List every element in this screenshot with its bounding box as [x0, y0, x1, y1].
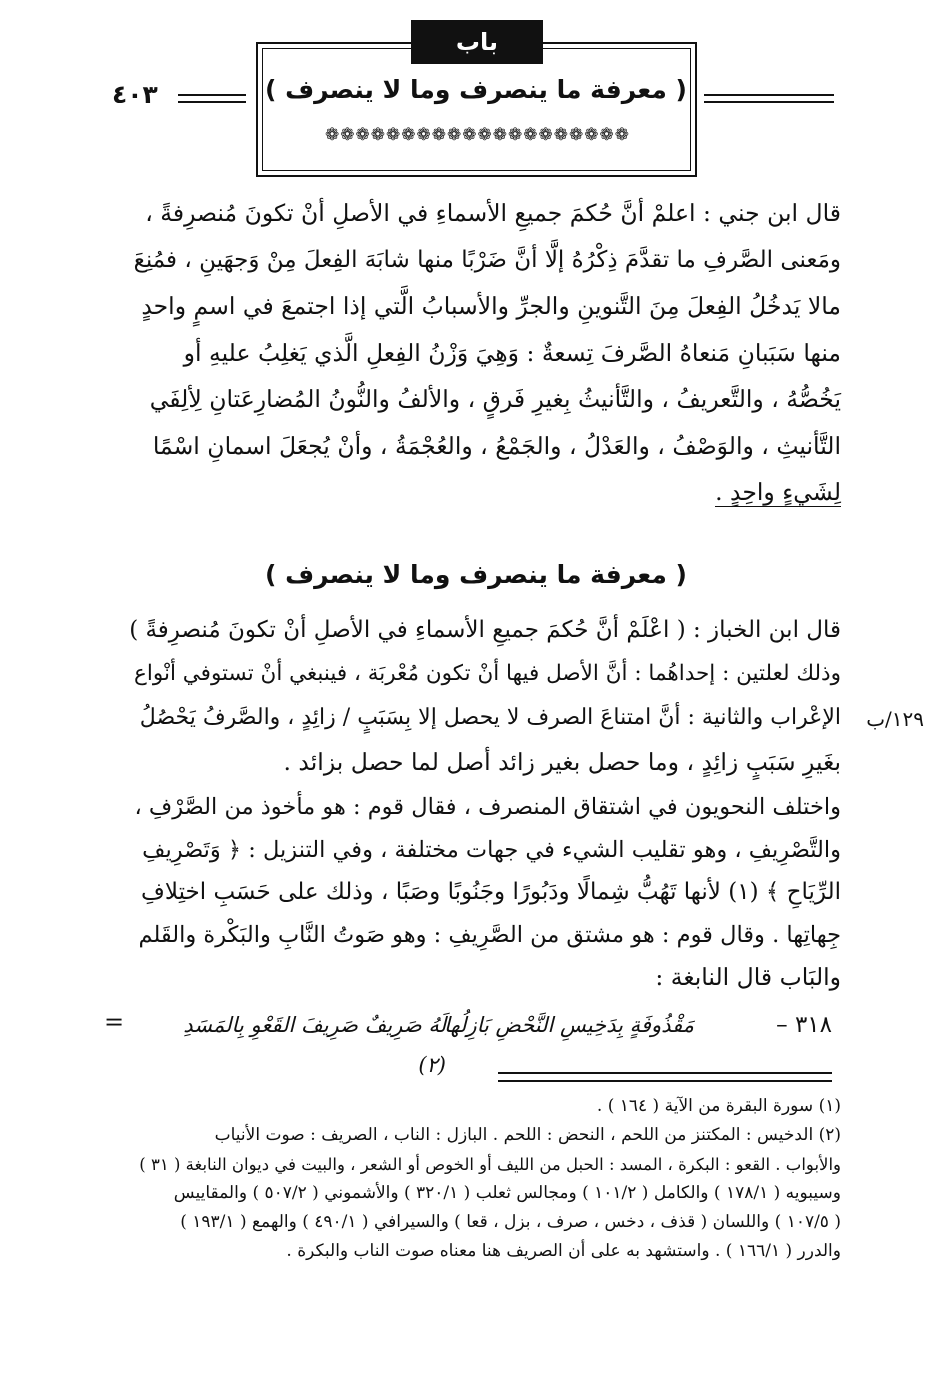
- text-line: وذلك لعلتين : إحداهُما : أنَّ الأصل فيها أنْ تكون مُعْربَة ، فينبغي أنْ تستوفي أنْواع: [134, 661, 841, 686]
- paragraph-ibn-jinni: [129, 190, 841, 516]
- footnote-line: ( ١٠٧/٥ ) واللسان ( قذف ، دخس ، صرف ، بزل ، قعا ) والسيرافي ( ٤٩٠/١ ) والهمع ( ١٩٣/١ ): [180, 1212, 841, 1232]
- text-line: مالا يَدخُلُ الفِعلَ مِنَ التَّنوينِ والجرِّ والأسبابُ الَّتي إذا اجتمعَ في اسمٍ واحدٍ: [141, 292, 841, 320]
- text-line: منها سَبَبانِ مَنعاهُ الصَّرفَ تِسعةٌ : وَهِيَ وَزْنُ الفِعلِ الَّذي يَغلِبُ عليهِ أو: [183, 338, 841, 367]
- text-line: والبَاب قال النابغة :: [655, 963, 841, 991]
- footnote-line: (٢) الدخيس : المكتنز من اللحم ، النحض : اللحم . البازل : الناب ، الصريف : صوت الأنياب: [214, 1125, 841, 1145]
- poetry-verse: [160, 1005, 832, 1077]
- chapter-label: باب: [411, 20, 543, 64]
- paragraph-ibn-al-khabbaz: [129, 608, 841, 784]
- page-number: ٤٠٣: [112, 80, 158, 109]
- text-line: الرِّيَاحِ ﴾ (١) لأنها تَهُبُّ شِمالًا ودَبُورًا وجَنُوبًا وصَبًا ، وذلك على حَسَبِ اختِلافِ: [141, 879, 841, 905]
- chapter-title: ( معرفة ما ينصرف وما لا ينصرف ): [265, 75, 687, 104]
- footnote-line: وسيبويه ( ١٧٨/١ ) والكامل ( ١٠١/٢ ) ومجالس ثعلب ( ٣٢٠/١ ) والأشموني ( ٥٠٧/٢ ) والمقاييس: [173, 1183, 841, 1203]
- verse-continuation-marker: =: [104, 1008, 125, 1036]
- header-rule-left-2: [178, 101, 246, 103]
- header-rule-right: [704, 94, 834, 96]
- footnote-line: (١) سورة البقرة من الآية ( ١٦٤ ) .: [596, 1096, 841, 1116]
- text-line: قال ابن جني : اعلمْ أنَّ حُكمَ جميعِ الأسماءِ في الأصلِ أنْ تكونَ مُنصرِفةً ،: [145, 199, 841, 227]
- verse-number: ٣١٨ –: [776, 1012, 832, 1038]
- footnote-separator-2: [498, 1080, 832, 1082]
- text-line: ومَعنى الصَّرفِ ما تقدَّمَ ذِكْرُهُ إلَّا أنَّ ضَرْبًا منها شابَهَ الفِعلَ مِنْ وَجهَينِ ، فمُنِعَ: [133, 246, 841, 273]
- footnote-line: والدرر ( ١٦٦/١ ) . واستشهد به على أن الصريف هنا معناه صوت الناب والبكرة .: [286, 1241, 841, 1261]
- text-line: الإعْراب والثانية : أنَّ امتناعَ الصرف لا يحصل إلا بِسَبَبٍ / زائِدٍ ، والصَّرفُ يَحْصُلُ: [139, 705, 841, 730]
- text-line: يَخُصُّهُ ، والتَّعريفُ ، والتَّأنيثُ بِغيرِ فَرقٍ ، والألفُ والنُّونُ المُضارِعَتانِ لِألِفَي: [149, 385, 841, 413]
- footnote-line: والأبواب . القعو : البكرة ، المسد : الحبل من الليف أو الخوص أو الشعر ، والبيت في ديوان النابغة ( ٣١ ): [139, 1155, 841, 1174]
- paragraph-derivation: [129, 786, 841, 999]
- verse-first-hemistich: مَقْذُوفَةٍ بِدَخِيسِ النَّحْضِ بَازِلُها: [443, 1013, 694, 1037]
- manuscript-folio-marker: ١٢٩/ب: [866, 707, 924, 731]
- text-line: قال ابن الخباز : ( اعْلَمْ أنَّ حُكمَ جميعِ الأسماءِ في الأصلِ أنْ تكونَ مُنصرِفةً ): [129, 617, 841, 643]
- header-rule-left: [178, 94, 246, 96]
- underlined-phrase: لِشَيءٍ واحِدٍ .: [715, 478, 841, 506]
- section-heading: ( معرفة ما ينصرف وما لا ينصرف ): [265, 560, 687, 589]
- footnote-separator: [498, 1072, 832, 1074]
- footnotes: [129, 1092, 841, 1266]
- text-line: والتَّصْرِيفِ ، وهو تقليب الشيء في جهات مختلفة ، وفي التنزيل : ﴿ وَتَصْرِيفِ: [142, 836, 841, 863]
- ornament-border-icon: ❁ ❁ ❁ ❁ ❁ ❁ ❁ ❁ ❁ ❁ ❁ ❁ ❁ ❁ ❁ ❁ ❁ ❁ ❁ ❁: [325, 125, 629, 145]
- text-line: واختلف النحويون في اشتقاق المنصرف ، فقال قوم : هو مأخوذ من الصَّرْفِ ،: [134, 794, 841, 820]
- chapter-header-inner-frame: [262, 48, 691, 171]
- text-line: التَّأنيثِ ، والوَصْفُ ، والعَدْلُ ، والجَمْعُ ، والعُجْمَةُ ، وأنْ يُجعَلَ اسمانِ اسْمًا: [152, 431, 841, 460]
- verse-second-hemistich: لَهُ صَرِيفٌ صَرِيفَ القَعْوِ بِالمَسَدِ (٢): [183, 1013, 446, 1077]
- text-line-last: [129, 469, 841, 516]
- header-rule-right-2: [704, 101, 834, 103]
- text-line: جِهاتِها . وقال قوم : هو مشتق من الصَّرِيفِ : وهو صَوتُ النَّابِ والبَكْرة والقَلم: [138, 921, 841, 948]
- text-line: بغَيرِ سَبَبٍ زائِدٍ ، وما حصل بغير زائد أصل لما حصل بزائد .: [283, 748, 841, 776]
